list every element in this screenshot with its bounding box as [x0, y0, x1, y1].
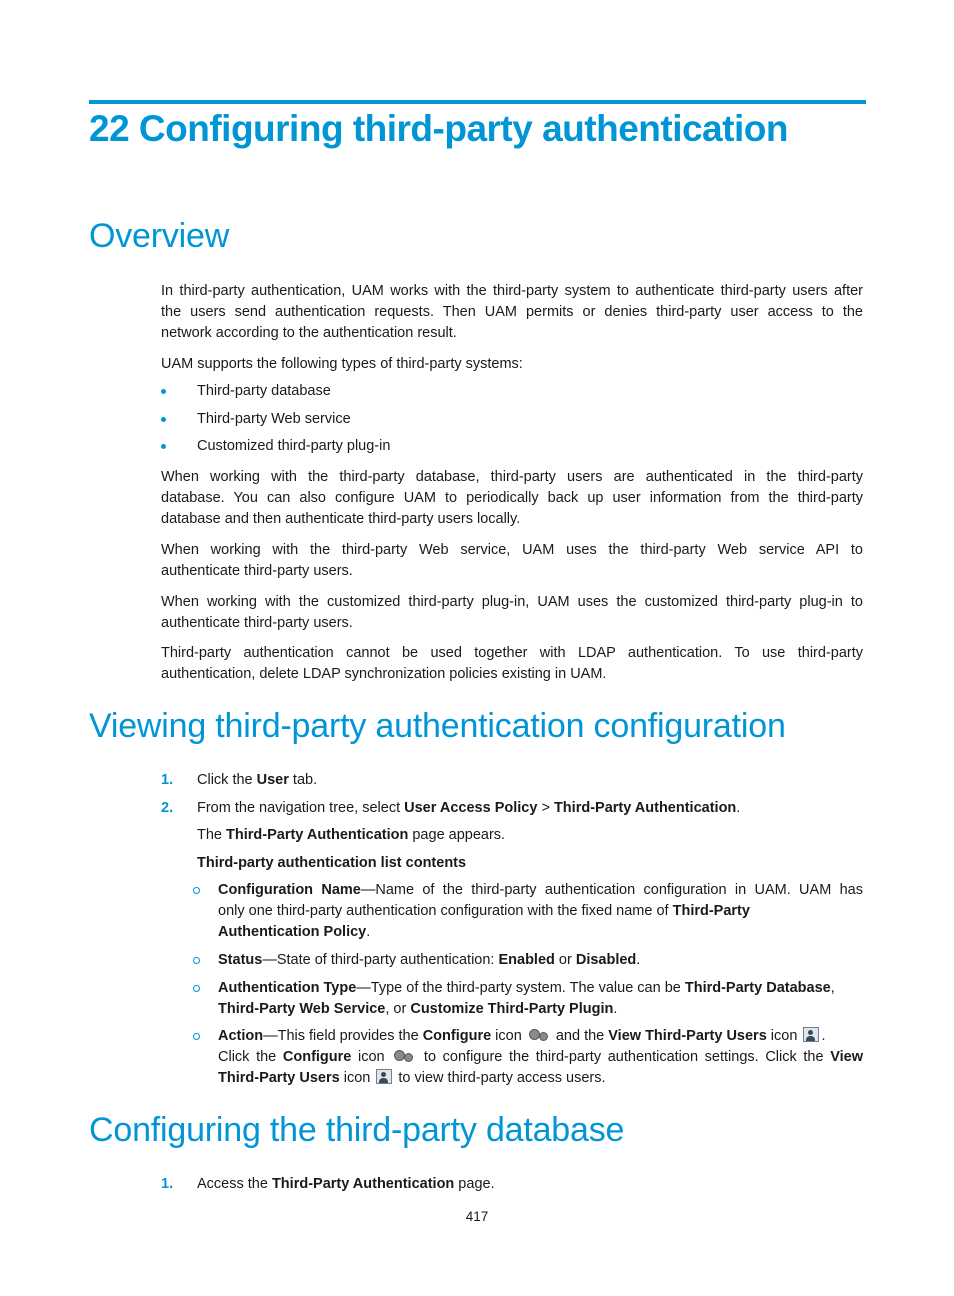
- user-icon: [803, 1027, 819, 1042]
- bullet-icon: [161, 389, 166, 394]
- list-title: Third-party authentication list contents: [197, 855, 467, 871]
- chapter-title: 22 Configuring third-party authentication: [89, 108, 788, 149]
- overview-paragraph-3: When working with the third-party database, third-party users are authenticated in the third-party database. You can also configure UAM to periodically back up user information from the third-party database and then authenticate third-party users locally.: [161, 469, 863, 527]
- overview-paragraph-4: When working with the third-party Web service, UAM uses the third-party Web service API to authenticate third-party users.: [161, 542, 863, 579]
- gear-icon: [528, 1028, 550, 1042]
- document-page: 22 Configuring third-party authentication Overview In third-party authentication, UAM works with the third-party system to authenticate third-party users after the users send authentication requests. Then UAM permits or denies third-party user access to the network according to the authentication result. UAM supports the following types of third-party systems: Third-party database Third-party Web service Customized third-party plug-in When working with the third-party database, third-party users are authenticated in the third-party database. You can also configure UAM to periodically back up user information from the third-party database and then authenticate third-party users locally. When working with the third-party Web service, UAM uses the third-party Web service API to authenticate third-party users. When working with the customized third-party plug-in, UAM uses the customized third-party plug-in to authenticate third-party users. Third-party authentication cannot be used together with LDAP authentication. To use third-party authentication, delete LDAP synchronization policies existing in UAM. Viewing third-party authentication configuration 1. Click the User tab. 2. From the navigation tree, select User Access Policy > Third-Party Authentication. The Third-Party Authentication page appears. Third-party authentication list contents Configuration Name—Name of the third-party authentication configuration in UAM. UAM has only one third-party authentication configuration with the fixed name of Third-Party Authentication Policy. Status—State of third-party authentication: Enabled or Disabled. Authentication Type—Type of the third-party system. The value can be Third-Party Database, Third-Party Web Service, or Customize Third-Party Plugin. Action—This field provides the Configure icon and the View Third-Party Users icon . Click the Configure icon to configure the third-party authentication settings. Click the View Third-Party Users icon to view third-party access users. Configuring the third-party database 1. Access the Third-Party Authentication page. 417: [0, 0, 954, 1296]
- bullet-icon: [161, 417, 166, 422]
- overview-paragraph-5: When working with the customized third-party plug-in, UAM uses the customized third-party plug-in to authenticate third-party users.: [161, 594, 863, 631]
- overview-paragraph-6: Third-party authentication cannot be used together with LDAP authentication. To use third-party authentication, delete LDAP synchronization policies existing in UAM.: [161, 645, 863, 682]
- circle-bullet-icon: [193, 887, 200, 894]
- bullet-icon: [161, 444, 166, 449]
- viewing-heading: Viewing third-party authentication configuration: [89, 707, 786, 745]
- circle-bullet-icon: [193, 957, 200, 964]
- overview-heading: Overview: [89, 217, 230, 255]
- overview-paragraph-1: In third-party authentication, UAM works with the third-party system to authenticate third-party users after the users send authentication requests. Then UAM permits or denies third-party user access to the network according to the authentication result.: [161, 283, 863, 341]
- page-number: 417: [465, 1209, 489, 1224]
- user-icon: [376, 1069, 392, 1084]
- chapter-rule: [89, 100, 866, 104]
- circle-bullet-icon: [193, 985, 200, 992]
- overview-paragraph-2: UAM supports the following types of third-party systems:: [161, 356, 523, 372]
- gear-icon: [393, 1049, 415, 1063]
- circle-bullet-icon: [193, 1033, 200, 1040]
- page-appears-text: The Third-Party Authentication page appears.: [197, 827, 506, 843]
- database-heading: Configuring the third-party database: [89, 1111, 625, 1149]
